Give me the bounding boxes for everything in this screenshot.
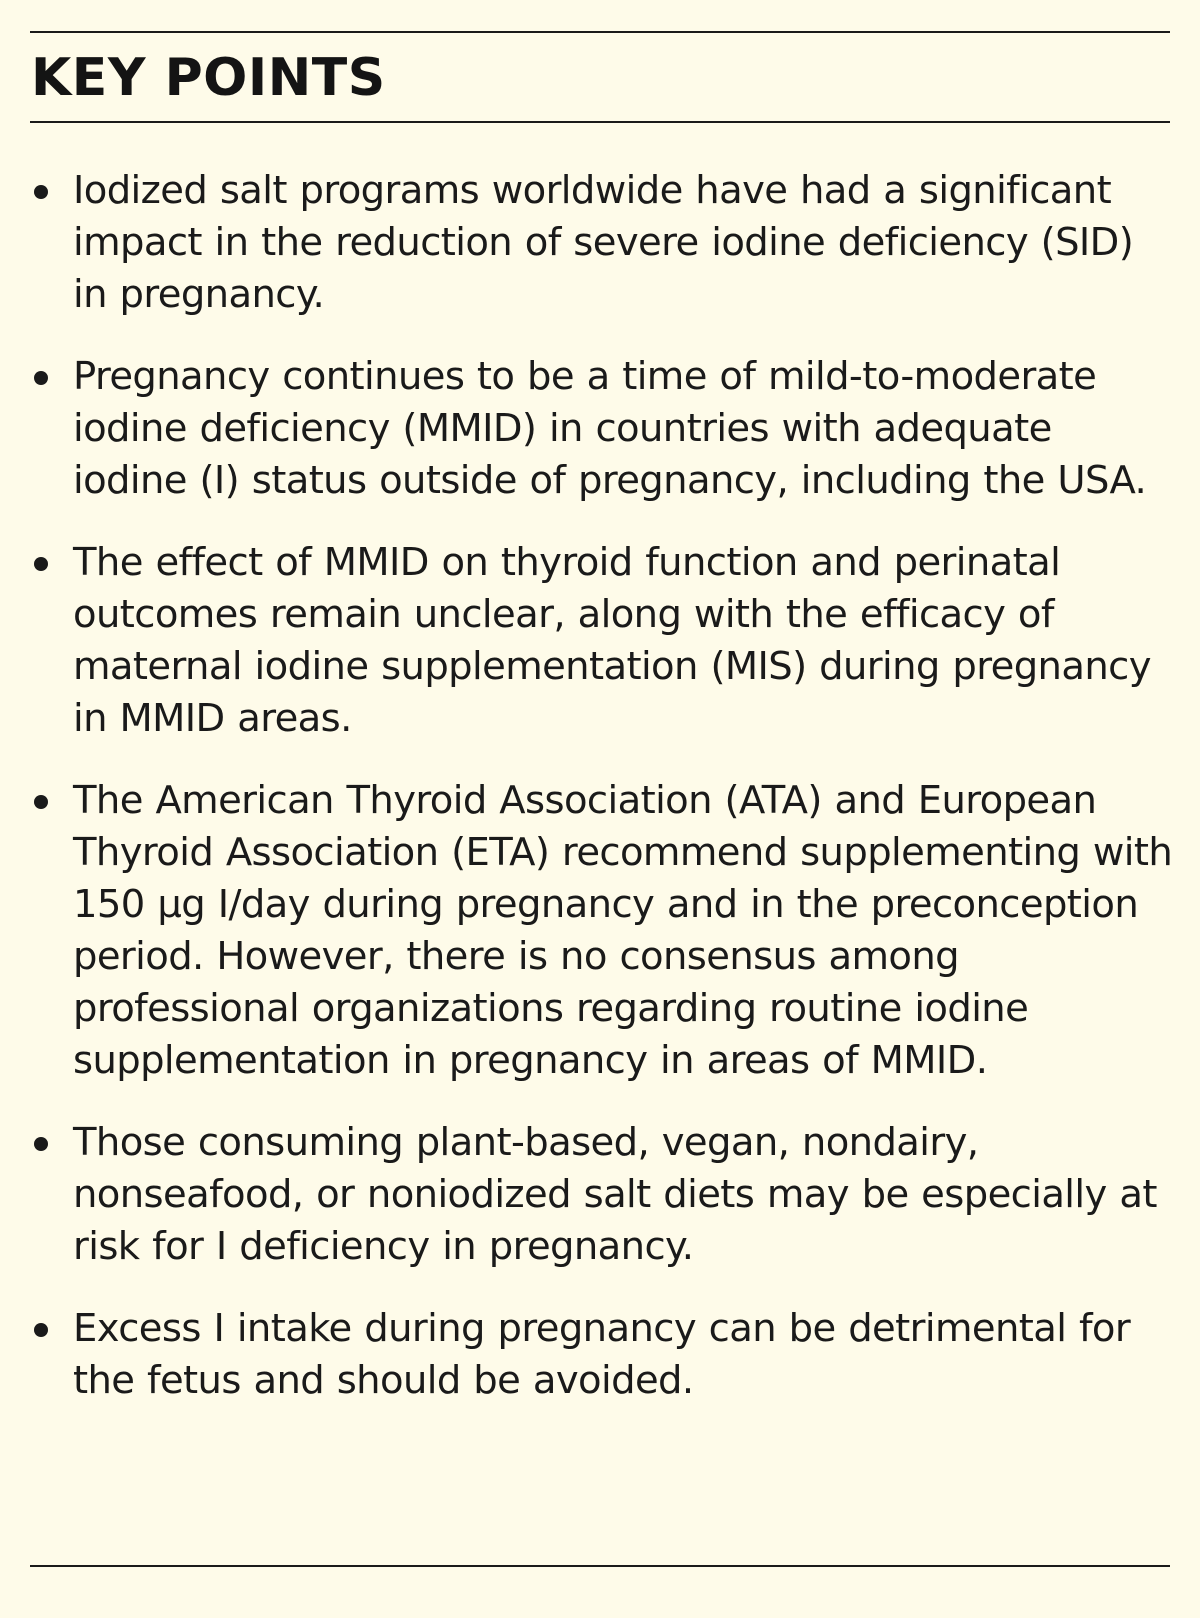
key-point-text: Those consuming plant-based, vegan, nondairy, nonseafood, or noniodized salt diets may be especially at risk for I deficiency in pregnancy.: [73, 1120, 1157, 1269]
key-point-item: [31, 351, 1173, 507]
key-point-item: [31, 775, 1173, 1087]
key-point-item: [31, 537, 1173, 745]
key-point-item: [31, 165, 1173, 321]
bullet-icon: [34, 185, 48, 199]
key-point-text: The American Thyroid Association (ATA) and European Thyroid Association (ETA) recommend supplementing with 150 μg I/day during pregnancy and in the preconception period. However, there is no consensus among professional organizations regarding routine iodine supplementation in pregnancy in areas of MMID.: [73, 778, 1173, 1083]
key-points-list: [31, 165, 1173, 1437]
bullet-icon: [34, 1137, 48, 1151]
key-point-item: [31, 1303, 1173, 1407]
bullet-icon: [34, 1323, 48, 1337]
bullet-icon: [34, 795, 48, 809]
key-points-heading: KEY POINTS: [31, 48, 386, 108]
key-point-item: [31, 1117, 1173, 1273]
top-rule: [30, 31, 1170, 33]
key-point-text: Excess I intake during pregnancy can be detrimental for the fetus and should be avoided.: [73, 1306, 1131, 1403]
bullet-icon: [34, 371, 48, 385]
key-point-text: Iodized salt programs worldwide have had a significant impact in the reduction of severe iodine deficiency (SID) in pregnancy.: [73, 168, 1134, 317]
heading-rule: [30, 121, 1170, 123]
bottom-rule: [30, 1565, 1170, 1567]
key-point-text: Pregnancy continues to be a time of mild-to-moderate iodine deficiency (MMID) in countries with adequate iodine (I) status outside of pregnancy, including the USA.: [73, 354, 1147, 503]
bullet-icon: [34, 557, 48, 571]
key-point-text: The effect of MMID on thyroid function and perinatal outcomes remain unclear, along with the efficacy of maternal iodine supplementation (MIS) during pregnancy in MMID areas.: [73, 540, 1151, 741]
